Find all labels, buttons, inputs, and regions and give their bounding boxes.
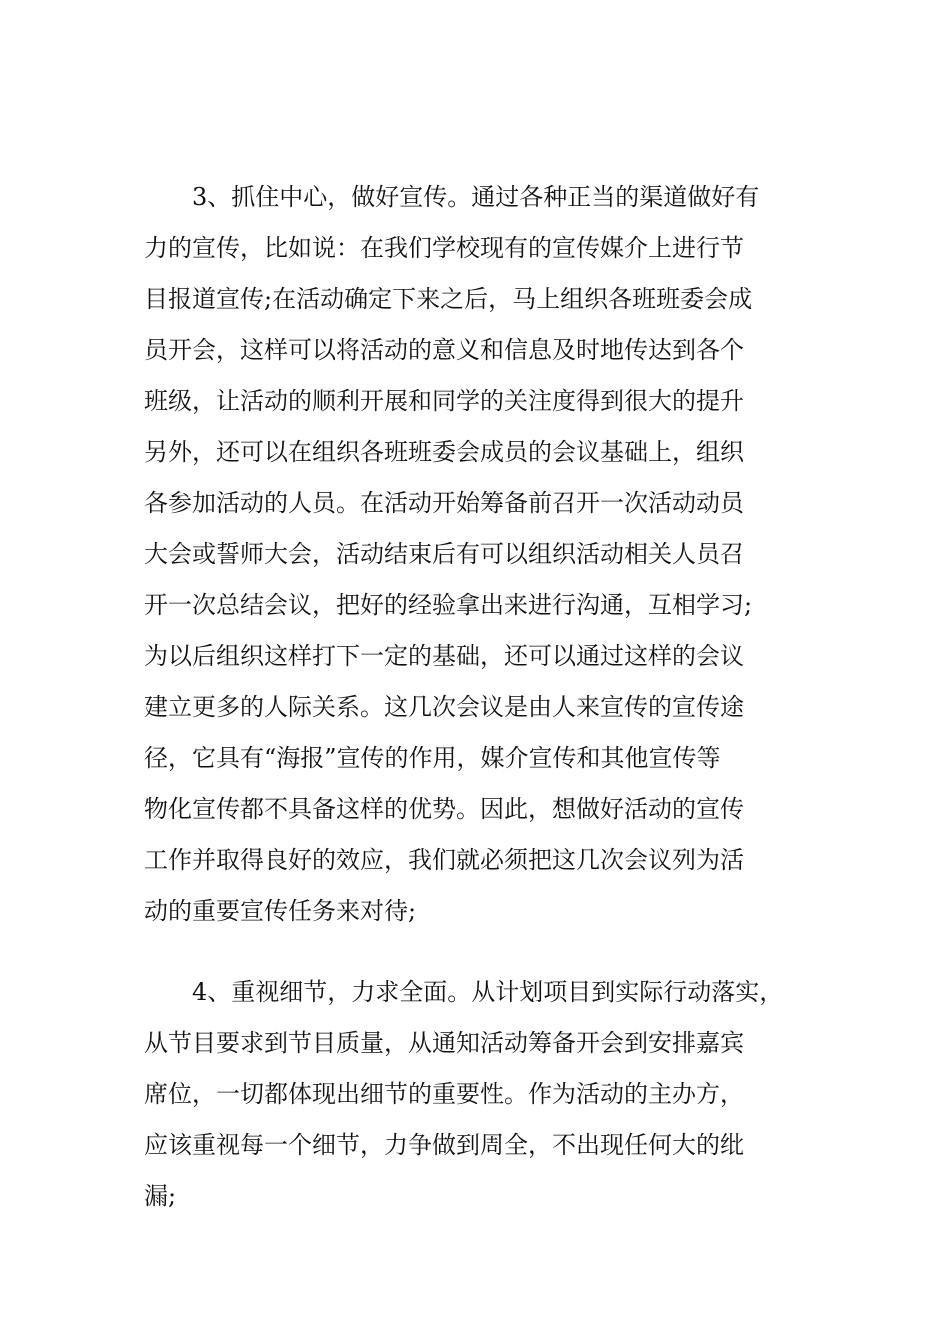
- paragraph-line: 4、重视细节，力求全面。从计划项目到实际行动落实，: [192, 978, 784, 1006]
- paragraph-line: 建立更多的人际关系。这几次会议是由人来宣传的宣传途: [144, 693, 744, 721]
- paragraph-3: [144, 172, 824, 937]
- paragraph-line: 目报道宣传;在活动确定下来之后，马上组织各班班委会成: [144, 285, 753, 313]
- paragraph-line: 员开会，这样可以将活动的意义和信息及时地传达到各个: [144, 336, 744, 364]
- paragraph-4: [144, 967, 824, 1222]
- paragraph-line: 各参加活动的人员。在活动开始筹备前召开一次活动动员: [144, 489, 744, 517]
- paragraph-line: 从节目要求到节目质量，从通知活动筹备开会到安排嘉宾: [144, 1029, 744, 1057]
- paragraph-line: 动的重要宣传任务来对待;: [144, 897, 417, 925]
- paragraph-line: 开一次总结会议，把好的经验拿出来进行沟通，互相学习;: [144, 591, 753, 619]
- paragraph-line: 应该重视每一个细节，力争做到周全，不出现任何大的纰: [144, 1131, 744, 1159]
- paragraph-line: 大会或誓师大会，活动结束后有可以组织活动相关人员召: [144, 540, 744, 568]
- paragraph-line: 席位，一切都体现出细节的重要性。作为活动的主办方，: [144, 1080, 744, 1108]
- paragraph-line: 力的宣传，比如说：在我们学校现有的宣传媒介上进行节: [144, 234, 744, 262]
- paragraph-line: 漏;: [144, 1182, 177, 1210]
- paragraph-line: 另外，还可以在组织各班班委会成员的会议基础上，组织: [144, 438, 744, 466]
- paragraph-line: 3、抓住中心，做好宣传。通过各种正当的渠道做好有: [192, 183, 760, 211]
- paragraph-line: 为以后组织这样打下一定的基础，还可以通过这样的会议: [144, 642, 744, 670]
- paragraph-line: 径，它具有“海报”宣传的作用，媒介宣传和其他宣传等: [144, 744, 721, 772]
- paragraph-line: 工作并取得良好的效应，我们就必须把这几次会议列为活: [144, 846, 744, 874]
- paragraph-line: 班级，让活动的顺利开展和同学的关注度得到很大的提升: [144, 387, 744, 415]
- paragraph-line: 物化宣传都不具备这样的优势。因此，想做好活动的宣传: [144, 795, 744, 823]
